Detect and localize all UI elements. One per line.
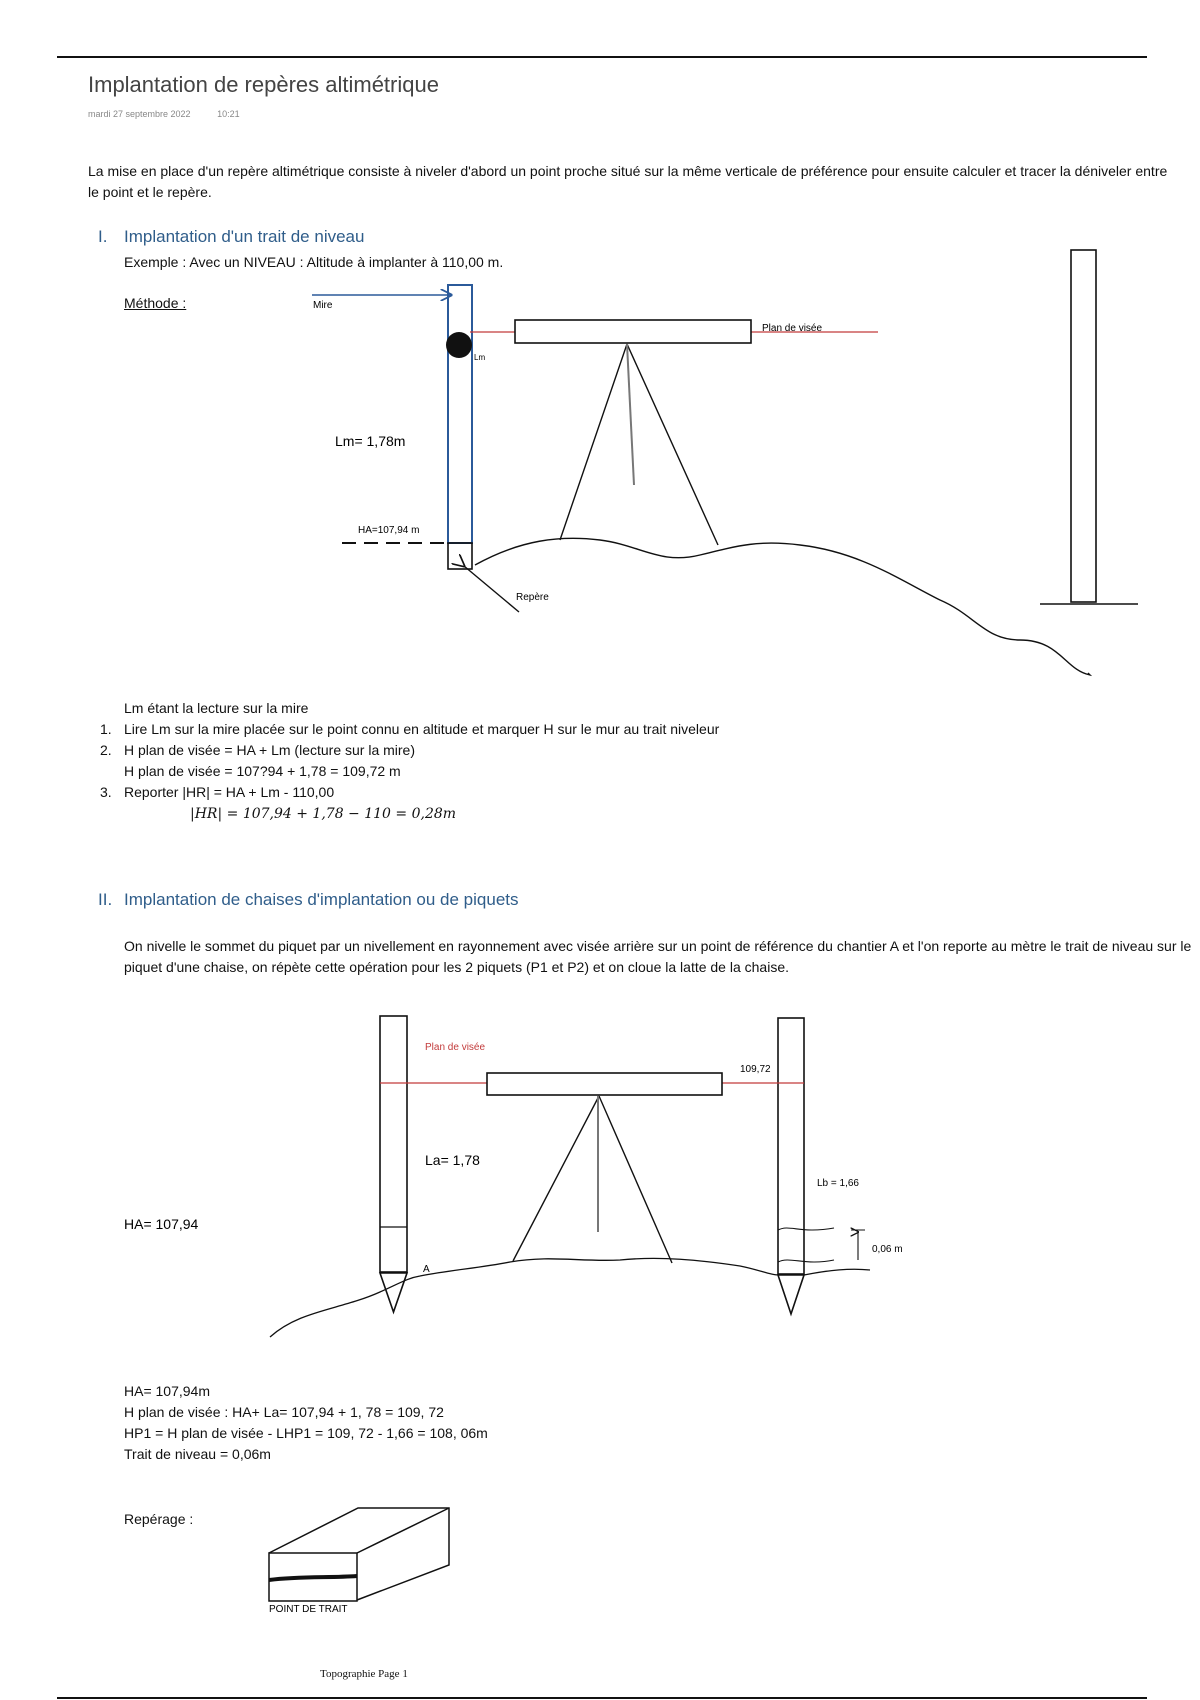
lm-small-label: Lm <box>474 353 486 362</box>
delta-label: 0,06 m <box>872 1244 903 1255</box>
trait-mark <box>269 1576 357 1580</box>
stake-right-tip <box>778 1275 804 1314</box>
section1-number: I. <box>98 227 108 246</box>
leveling-staff <box>448 285 472 543</box>
step-2b <box>124 761 1124 782</box>
calc-line: HA= 107,94m <box>124 1383 210 1399</box>
page-meta <box>88 109 264 119</box>
step-text: Reporter |HR| = HA + Lm - 110,00 <box>124 784 335 800</box>
ha-label: HA= 107,94 <box>124 1216 199 1232</box>
step-text: H plan de visée = 107?94 + 1,78 = 109,72 m <box>124 763 401 779</box>
la-value: La= 1,78 <box>425 1152 480 1168</box>
step-number: 2. <box>100 742 112 758</box>
section2-paragraph: On nivelle le sommet du piquet par un nivellement en rayonnement avec visée arrière sur un point de référence du chantier A et l'on reporte au mètre le trait de niveau sur le piquet d'une chaise, on répète cette opération pour les 2 piquets (P1 et P2) et on cloue la latte de la chaise. <box>124 938 1192 975</box>
repere-arrow <box>464 566 519 612</box>
section2-title: Implantation de chaises d'implantation ou de piquets <box>124 890 519 909</box>
level-instrument-2 <box>487 1073 722 1095</box>
repere-label: Repère <box>516 592 549 603</box>
stake-left <box>380 1016 407 1272</box>
stake-right <box>778 1018 804 1274</box>
leveling-diagram <box>0 240 1200 690</box>
ha-value: HA=107,94 m <box>358 525 420 536</box>
calc-block <box>124 1381 488 1465</box>
step-text: H plan de visée = HA + Lm (lecture sur la mire) <box>124 742 416 758</box>
page-time: 10:21 <box>217 109 240 119</box>
steps-list <box>100 719 1124 803</box>
reperage-label: Repérage : <box>124 1511 194 1527</box>
step-1 <box>100 719 1124 740</box>
step-3 <box>100 782 1124 803</box>
block-edge <box>357 1508 449 1553</box>
section1-example: Exemple : Avec un NIVEAU : Altitude à implanter à 110,00 m. <box>124 254 504 270</box>
point-trait-label: POINT DE TRAIT <box>269 1604 348 1615</box>
mire-label: Mire <box>313 300 333 311</box>
page-footer: Topographie Page 1 <box>320 1668 408 1680</box>
section1-title: Implantation d'un trait de niveau <box>124 227 365 246</box>
calc-line: HP1 = H plan de visée - LHP1 = 109, 72 - 1,66 = 108, 06m <box>124 1425 488 1441</box>
lm-note: Lm étant la lecture sur la mire <box>124 700 309 716</box>
plan-visee-label-2: Plan de visée <box>425 1042 486 1053</box>
wall <box>1071 250 1096 602</box>
ground-profile-2 <box>270 1258 870 1337</box>
stake-left-tip <box>380 1273 407 1312</box>
tripod2-leg-left <box>513 1096 599 1261</box>
plan-visee-label: Plan de visée <box>762 323 823 334</box>
value-10972: 109,72 <box>740 1064 771 1075</box>
method-label: Méthode : <box>124 295 187 311</box>
reading-point <box>446 332 472 358</box>
stakes-diagram <box>0 1000 1200 1340</box>
level-mark-top <box>778 1228 834 1230</box>
bottom-rule <box>57 1697 1147 1699</box>
level-instrument <box>515 320 751 343</box>
plumb-line <box>627 344 634 485</box>
point-a-label: A <box>423 1264 430 1275</box>
section2-number: II. <box>98 890 113 909</box>
step-number: 3. <box>100 784 112 800</box>
ground-profile <box>475 538 1090 675</box>
step-number: 1. <box>100 721 112 737</box>
page-date: mardi 27 septembre 2022 <box>88 109 191 119</box>
intro-paragraph: La mise en place d'un repère altimétrique consiste à niveler d'abord un point proche situé sur la même verticale de préférence pour ensuite calculer et tracer la déniveler entre le point et le repère. <box>88 163 1168 200</box>
step-text: Lire Lm sur la mire placée sur le point connu en altitude et marquer H sur le mur au trait niveleur <box>124 721 720 737</box>
step-2 <box>100 740 1124 761</box>
hr-formula: |HR| = 107,94 + 1,78 − 110 = 0,28m <box>190 806 457 822</box>
calc-line: H plan de visée : HA+ La= 107,94 + 1, 78 = 109, 72 <box>124 1404 444 1420</box>
calc-line: Trait de niveau = 0,06m <box>124 1446 271 1462</box>
staff-base <box>448 543 472 569</box>
tripod-leg-right <box>627 344 718 545</box>
lm-value: Lm= 1,78m <box>335 433 406 449</box>
level-mark-bottom <box>778 1260 834 1262</box>
page-title: Implantation de repères altimétrique <box>88 72 439 97</box>
tripod-leg-left <box>560 344 627 540</box>
reperage-sketch <box>0 1495 500 1625</box>
section2-heading <box>98 890 519 910</box>
top-rule <box>57 56 1147 58</box>
lb-value: Lb = 1,66 <box>817 1178 859 1189</box>
tripod2-leg-right <box>599 1096 672 1263</box>
